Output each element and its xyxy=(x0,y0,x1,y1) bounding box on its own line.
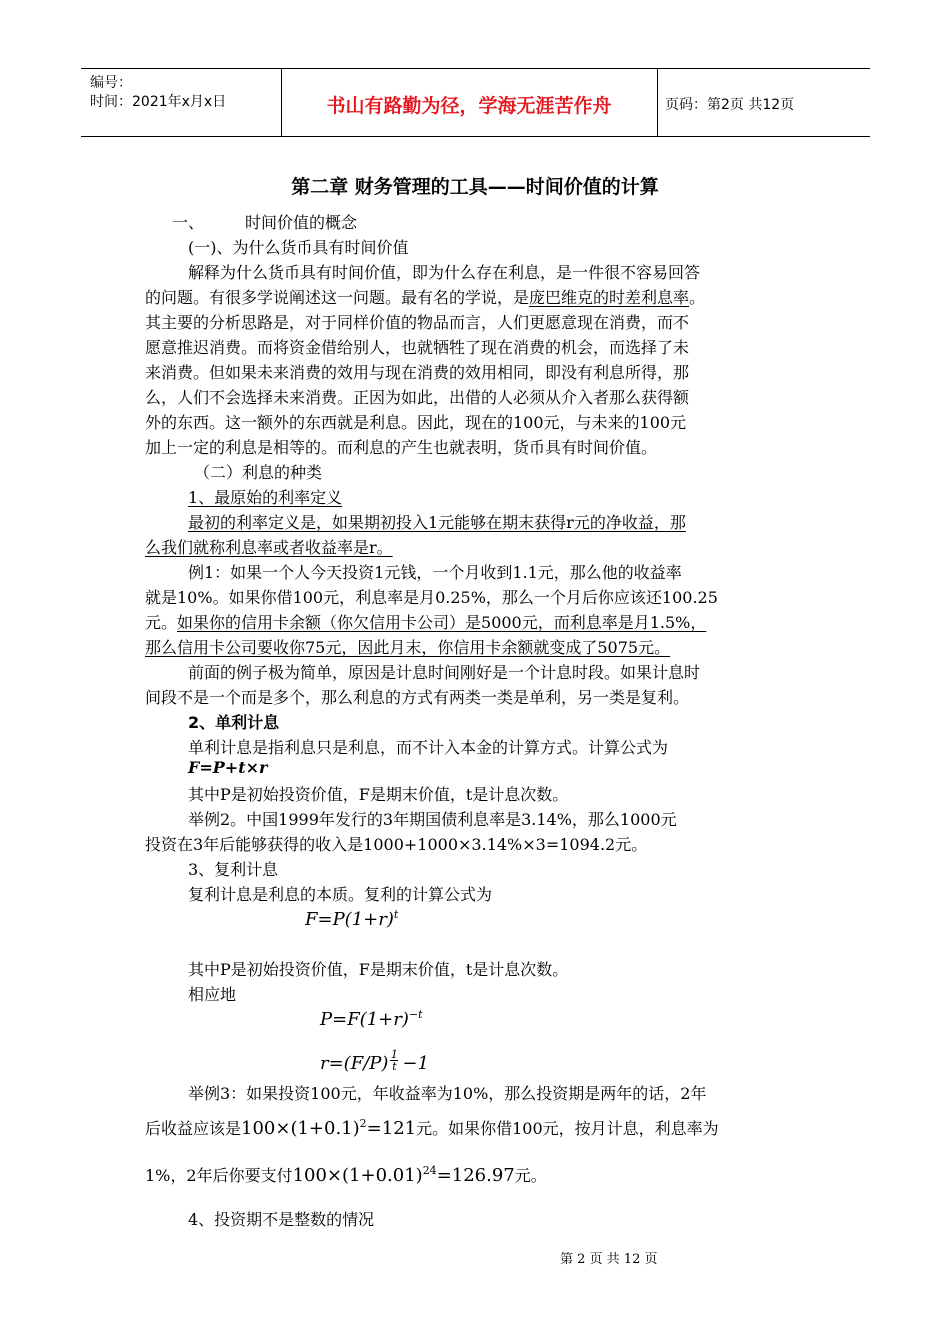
paragraph-line: 解释为什么货币具有时间价值，即为什么存在利息，是一件很不容易回答 xyxy=(188,263,701,282)
header-meta xyxy=(90,74,226,112)
example-line: 投资在3年后能够获得的收入是1000+1000×3.14%×3=1094.2元。 xyxy=(145,835,648,854)
example-line: 例1：如果一个人今天投资1元钱，一个月收到1.1元，那么他的收益率 xyxy=(188,563,682,582)
paragraph-line: 其主要的分析思路是，对于同样价值的物品而言，人们更愿意现在消费，而不 xyxy=(145,313,690,332)
paragraph-line: 来消费。但如果未来消费的效用与现在消费的效用相同，即没有利息所得，那 xyxy=(145,363,690,382)
header-divider xyxy=(657,69,658,136)
header-date: 时间：2021年x月x日 xyxy=(90,94,227,110)
paragraph-line: 复利计息是利息的本质。复利的计算公式为 xyxy=(188,885,493,904)
chapter-title: 第二章 财务管理的工具——时间价值的计算 xyxy=(291,176,659,198)
header-motto: 书山有路勤为径，学海无涯苦作舟 xyxy=(326,95,612,117)
example-line: 举例3：如果投资100元，年收益率为10%，那么投资期是两年的话，2年 xyxy=(188,1084,707,1103)
example-line: 1%，2年后你要支付$100\times(1+0.01)^{24}=126.97$元。 xyxy=(145,1164,547,1186)
example-line: 元。如果你的信用卡余额（你欠信用卡公司）是5000元，而利息率是月1.5%， xyxy=(145,613,707,632)
inline-formula: $100\times(1+0.01)^{24}=126.97$ xyxy=(292,1164,515,1186)
paragraph-line: 相应地 xyxy=(188,985,237,1004)
example-line: 举例2。中国1999年发行的3年期国债利息率是3.14%，那么1000元 xyxy=(188,810,677,829)
highlight-term: 庞巴维克的时差利息率 xyxy=(529,288,690,307)
paragraph-line: 其中P是初始投资价值，F是期末价值，t是计息次数。 xyxy=(188,785,569,804)
section-number: 一、 xyxy=(172,213,205,232)
exponent-denominator: t xyxy=(392,1060,397,1073)
definition-line: 么我们就称利息率或者收益率是r。 xyxy=(145,538,393,557)
paragraph-line: 么，人们不会选择未来消费。正因为如此，出借的人必须从介入者那么获得额 xyxy=(145,388,690,407)
item-title: 4、投资期不是整数的情况 xyxy=(188,1210,375,1229)
section-title: 时间价值的概念 xyxy=(245,213,358,232)
paragraph-line: 愿意推迟消费。而将资金借给别人，也就牺牲了现在消费的机会，而选择了未 xyxy=(145,338,690,357)
simple-interest-formula: F=P+t×r xyxy=(188,758,268,777)
inline-formula: $100\times(1+0.1)^2=121$ xyxy=(241,1117,417,1139)
paragraph-line: 外的东西。这一额外的东西就是利息。因此，现在的100元，与未来的100元 xyxy=(145,413,687,432)
header-number-label: 编号： xyxy=(90,75,132,91)
page-footer: 第 2 页 共 12 页 xyxy=(560,1252,658,1267)
exponent-numerator: 1 xyxy=(390,1048,398,1061)
example-line: 就是10%。如果你借100元，利息率是月0.25%，那么一个月后你应该还100.25 xyxy=(145,588,718,607)
present-value-formula: $P=F(1+r)^{-t}$ xyxy=(320,1008,423,1030)
page-header xyxy=(81,68,870,137)
paragraph-line: 间段不是一个而是多个，那么利息的方式有两类一类是单利，另一类是复利。 xyxy=(145,688,690,707)
paragraph-line: 的问题。有很多学说阐述这一问题。最有名的学说，是庞巴维克的时差利息率。 xyxy=(145,288,706,307)
subsection-title: （二）利息的种类 xyxy=(194,463,323,482)
paragraph-line: 前面的例子极为简单，原因是计息时间刚好是一个计息时段。如果计息时 xyxy=(188,663,701,682)
compound-formula: $F=P(1+r)^t$ xyxy=(305,908,399,930)
example-line: 后收益应该是$100\times(1+0.1)^2=121$元。如果你借100元，按月计息，利息率为 xyxy=(145,1117,719,1139)
paragraph-line: 加上一定的利息是相等的。而利息的产生也就表明，货币具有时间价值。 xyxy=(145,438,658,457)
header-page-info: 页码：第2页 共12页 xyxy=(665,97,795,113)
item-title: 1、最原始的利率定义 xyxy=(188,488,343,507)
item-title: 3、复利计息 xyxy=(188,860,279,879)
example-line: 那么信用卡公司要收你75元，因此月末，你信用卡余额就变成了5075元。 xyxy=(145,638,671,657)
rate-formula: r=(F/P) 1 t −1 xyxy=(320,1048,429,1074)
paragraph-line: 单利计息是指利息只是利息，而不计入本金的计算方式。计算公式为 xyxy=(188,738,669,757)
subsection-title: (一)、为什么货币具有时间价值 xyxy=(188,238,409,257)
definition-line: 最初的利率定义是，如果期初投入1元能够在期末获得r元的净收益，那 xyxy=(188,513,686,532)
paragraph-line: 其中P是初始投资价值，F是期末价值，t是计息次数。 xyxy=(188,960,569,979)
item-title: 2、单利计息 xyxy=(188,713,280,732)
